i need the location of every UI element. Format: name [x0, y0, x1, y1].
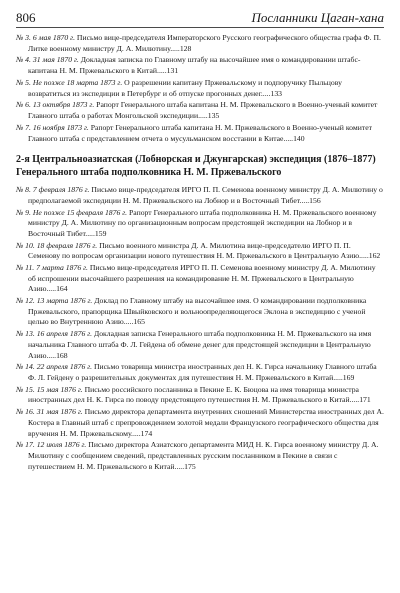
entry-title: Письмо директора Азиатского департамента МИД Н. К. Гирса военному министру Д. А. Милютину с сообщением сведений, представленных русским посланником в Пекине в связи с путешествием Н. М. Пржевальского в Китай: [28, 440, 379, 471]
dot-leader: .....: [46, 350, 57, 360]
page-number: 806: [16, 10, 36, 25]
entry-date: 6 мая 1870 г.: [32, 33, 75, 42]
entry-page-ref: 140: [293, 133, 305, 143]
entry-date: 7 февраля 1876 г.: [32, 185, 90, 195]
toc-entry: [16, 208, 384, 240]
dot-leader: .....: [349, 395, 360, 405]
entry-date: 13 марта 1876 г.: [36, 296, 93, 306]
entry-page-ref: 128: [179, 43, 192, 53]
entry-title: Рапорт Генерального штаба капитана Н. М. Пржевальского в Военно-ученый комитет Главного штаба с представлением отчета о мусульманском восстании в Китае: [28, 122, 372, 143]
entry-page-ref: 156: [309, 195, 321, 205]
entry-number: № 16.: [16, 407, 35, 417]
entry-title: Письмо товарища министра иностранных дел Н. К. Гирса начальнику Главного штаба Ф. Л. Гейдену о разрешительных документах для путешествия Н. М. Пржевальского в Китай: [28, 362, 377, 382]
entry-date: 7 марта 1876 г.: [36, 263, 88, 273]
entry-page-ref: 175: [184, 461, 196, 471]
dot-leader: .....: [359, 251, 369, 261]
entry-date: 13 октября 1873 г.: [32, 100, 95, 110]
entry-number: № 3.: [16, 33, 31, 42]
entry-page-ref: 174: [140, 428, 153, 438]
entry-title: Письмо директора департамента внутренних сношений Министерства иностранных дел А. Костера в Главный штаб с препровождением золотой медали Французского географического общества для вручения Н. М. Пржевальскому: [28, 407, 384, 438]
entry-date: 31 мая 1876 г.: [36, 407, 83, 417]
dot-leader: .....: [85, 228, 95, 238]
entry-number: № 8.: [16, 185, 31, 195]
page-header: [16, 9, 384, 26]
entry-title: Доклад по Главному штабу на высочайшее имя. О командировании подполковника Пржевальского, прапорщика Швыйковского и вольноопределяющегося Эклона в экспедицию с ученой целью во Внутреннюю Азию: [28, 296, 367, 327]
toc-entry: [16, 263, 384, 295]
entry-date: Не позже 18 марта 1873 г.: [32, 77, 123, 87]
toc-entry: [16, 362, 384, 383]
entry-date: 16 ноября 1873 г.: [32, 122, 89, 132]
entry-page-ref: 165: [133, 317, 145, 327]
header-rule: [16, 27, 384, 28]
dot-leader: .....: [299, 195, 310, 205]
entry-title: Письмо вице-председателя ИРГО П. П. Семенова военному министру Д. А. Милютину о предполагаемой экспедиции Н. М. Пржевальского на Лобнор и в Восточный Тибет: [28, 185, 383, 205]
entry-date: 18 февраля 1876 г.: [36, 240, 98, 250]
entry-title: Письмо вице-председателя Императорского Русского географического общества графа Ф. П. Литке военному министру Д. А. Милютину: [28, 33, 381, 53]
entry-date: Не позже 15 февраля 1876 г.: [32, 207, 128, 217]
dot-leader: .....: [157, 66, 167, 76]
toc-entry: [16, 296, 384, 328]
toc-entry: [16, 407, 384, 439]
entry-title: Докладная записка Генерального штаба подполковника Н. М. Пржевальского на имя начальника Главного штаба Ф. Л. Гейдена об обмене денег для предстоящей экспедиции в Центральную Азию: [28, 329, 372, 360]
dot-leader: .....: [170, 43, 180, 53]
entry-title: О разрешении капитану Пржевальскому и подпоручику Пыльцову возвратиться из экспедиции в Петербург и об отпуске прогонных денег: [28, 77, 342, 98]
dot-leader: .....: [46, 284, 57, 294]
toc-entry: [16, 123, 384, 144]
entry-number: № 4.: [16, 55, 31, 65]
entry-number: № 11.: [16, 263, 35, 273]
dot-leader: .....: [283, 133, 294, 143]
entry-number: № 17.: [16, 440, 35, 450]
dot-leader: .....: [260, 88, 271, 98]
entry-page-ref: 164: [56, 284, 68, 294]
entry-page-ref: 133: [270, 88, 283, 98]
entry-date: 31 мая 1870 г.: [32, 55, 79, 65]
toc-entry: [16, 33, 384, 54]
dot-leader: .....: [333, 373, 343, 382]
entry-page-ref: 169: [342, 373, 355, 382]
toc-entry: [16, 385, 384, 406]
dot-leader: .....: [123, 317, 134, 327]
entry-date: 15 мая 1876 г.: [36, 384, 83, 394]
dot-leader: .....: [174, 461, 185, 471]
toc-entries-top: [16, 33, 384, 144]
table-of-contents: [16, 33, 384, 474]
entry-number: № 14.: [16, 362, 35, 372]
toc-entry: [16, 78, 384, 99]
entry-number: № 7.: [16, 122, 31, 132]
section-title: 2-я Центральноазиатская (Лобнорская и Джунгарская) экспедиция (1876–1877) Генерального штаба подполковника Н. М. Пржевальского: [16, 154, 376, 179]
entry-number: № 15.: [16, 384, 35, 394]
entry-page-ref: 171: [359, 395, 371, 405]
toc-entry: [16, 100, 384, 121]
entry-page-ref: 135: [207, 111, 220, 121]
entry-title: Рапорт Генерального штаба подполковника Н. М. Пржевальского военному министру Д. А. Милютину по организационным вопросам предстоящей экспедиции на Лобнор и в Восточный Тибет: [28, 207, 377, 238]
entry-date: 22 апреля 1876 г.: [36, 362, 93, 372]
toc-entry: [16, 440, 384, 472]
entry-title: Докладная записка по Главному штабу на высочайшее имя о командировании штабс-капитана Н. М. Пржевальского в Китай: [28, 55, 361, 76]
entry-title: Письмо военного министра Д. А. Милютина вице-председателю ИРГО П. П. Семенову по вопросам организации нового путешествия Н. М. Пржевальского в Центральную Азию: [28, 240, 360, 261]
entry-title: Письмо вице-председателя ИРГО П. П. Семенова военному министру Д. А. Милютину об испрошении высочайшего разрешения на командирование Н. М. Пржевальского в Центральную Азию: [28, 263, 376, 294]
entry-title: Письмо российского посланника в Пекине Е. К. Бюцова на имя товарища министра иностранных дел Н. К. Гирса по поводу предстоящего путешествия Н. М. Пржевальского в Китай: [28, 384, 359, 405]
entry-title: Рапорт Генерального штаба капитана Н. М. Пржевальского в Военно-ученый комитет Главного штаба о работах Монгольской экспедиции: [28, 100, 378, 121]
entry-number: № 6.: [16, 100, 31, 110]
entry-number: № 13.: [16, 329, 35, 339]
toc-entry: [16, 185, 384, 206]
toc-entries-bottom: [16, 185, 384, 472]
running-head: Посланники Цаган-хана: [251, 10, 384, 25]
entry-page-ref: 162: [368, 251, 381, 261]
dot-leader: .....: [198, 111, 208, 121]
entry-number: № 12.: [16, 296, 35, 306]
entry-number: № 10.: [16, 240, 35, 250]
entry-number: № 5.: [16, 77, 31, 87]
toc-entry: [16, 241, 384, 262]
entry-date: 12 июля 1876 г.: [36, 440, 87, 450]
entry-number: № 9.: [16, 207, 31, 217]
entry-page-ref: 168: [56, 350, 68, 360]
dot-leader: .....: [131, 428, 141, 438]
entry-date: 16 апреля 1876 г.: [36, 329, 93, 339]
toc-entry: [16, 329, 384, 361]
entry-page-ref: 159: [94, 228, 107, 238]
toc-entry: [16, 55, 384, 76]
entry-page-ref: 131: [166, 66, 179, 76]
